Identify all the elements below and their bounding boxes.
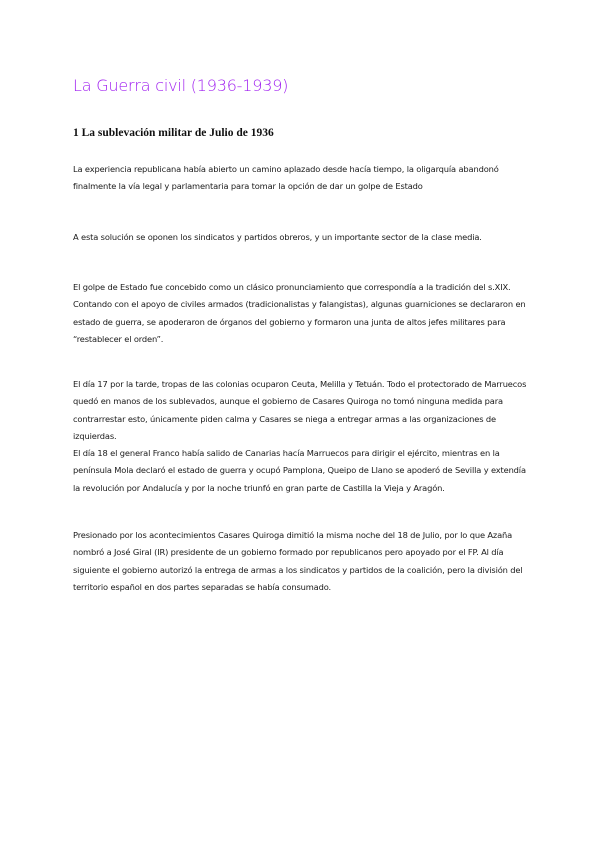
paragraph-1 xyxy=(73,161,528,196)
paragraph-text: A esta solución se oponen los sindicatos y partidos obreros, y un importante sector de la clase media. xyxy=(73,232,482,242)
paragraph-text: El golpe de Estado fue concebido como un clásico pronunciamiento que correspondía a la tradición del s.XIX. Contando con el apoyo de civiles armados (tradicionalistas y falangistas), algunas guarniciones se declararon en estado de guerra, se apoderaron de órganos del gobierno y formaron una junta de altos jefes militares para “restablecer el orden”. xyxy=(73,282,526,344)
paragraph-2 xyxy=(73,229,528,246)
section-heading: 1 La sublevación militar de Julio de 1936 xyxy=(73,127,274,139)
paragraph-text: El día 18 el general Franco había salido de Canarias hacía Marruecos para dirigir el ejército, mientras en la península Mola declaró el estado de guerra y ocupó Pamplona, Queipo de Llano se apoderó de Sevilla y extendía la revolución por Andalucía y por la noche triunfó en gran parte de Castilla la Vieja y Aragón. xyxy=(73,448,526,493)
paragraph-4 xyxy=(73,376,528,497)
paragraph-6 xyxy=(73,527,528,596)
paragraph-text: El día 17 por la tarde, tropas de las colonias ocuparon Ceuta, Melilla y Tetuán. Todo el protectorado de Marruecos quedó en manos de los sublevados, aunque el gobierno de Casares Quiroga no tomó ninguna medida para contrarrestar esto, únicamente piden calma y Casares se niega a entregar armas a las organizaciones de izquierdas. xyxy=(73,379,527,441)
paragraph-text: La experiencia republicana había abierto un camino aplazado desde hacía tiempo, la oligarquía abandonó finalmente la vía legal y parlamentaria para tomar la opción de dar un golpe de Estado xyxy=(73,164,499,192)
document-title: La Guerra civil (1936-1939) xyxy=(73,76,289,95)
paragraph-3 xyxy=(73,279,528,348)
paragraph-text: Presionado por los acontecimientos Casares Quiroga dimitió la misma noche del 18 de Julio, por lo que Azaña nombró a José Giral (IR) presidente de un gobierno formado por republicanos pero apoyado por el FP. Al día siguiente el gobierno autorizó la entrega de armas a los sindicatos y partidos de la coalición, pero la división del territorio español en dos partes separadas se había consumado. xyxy=(73,530,523,592)
